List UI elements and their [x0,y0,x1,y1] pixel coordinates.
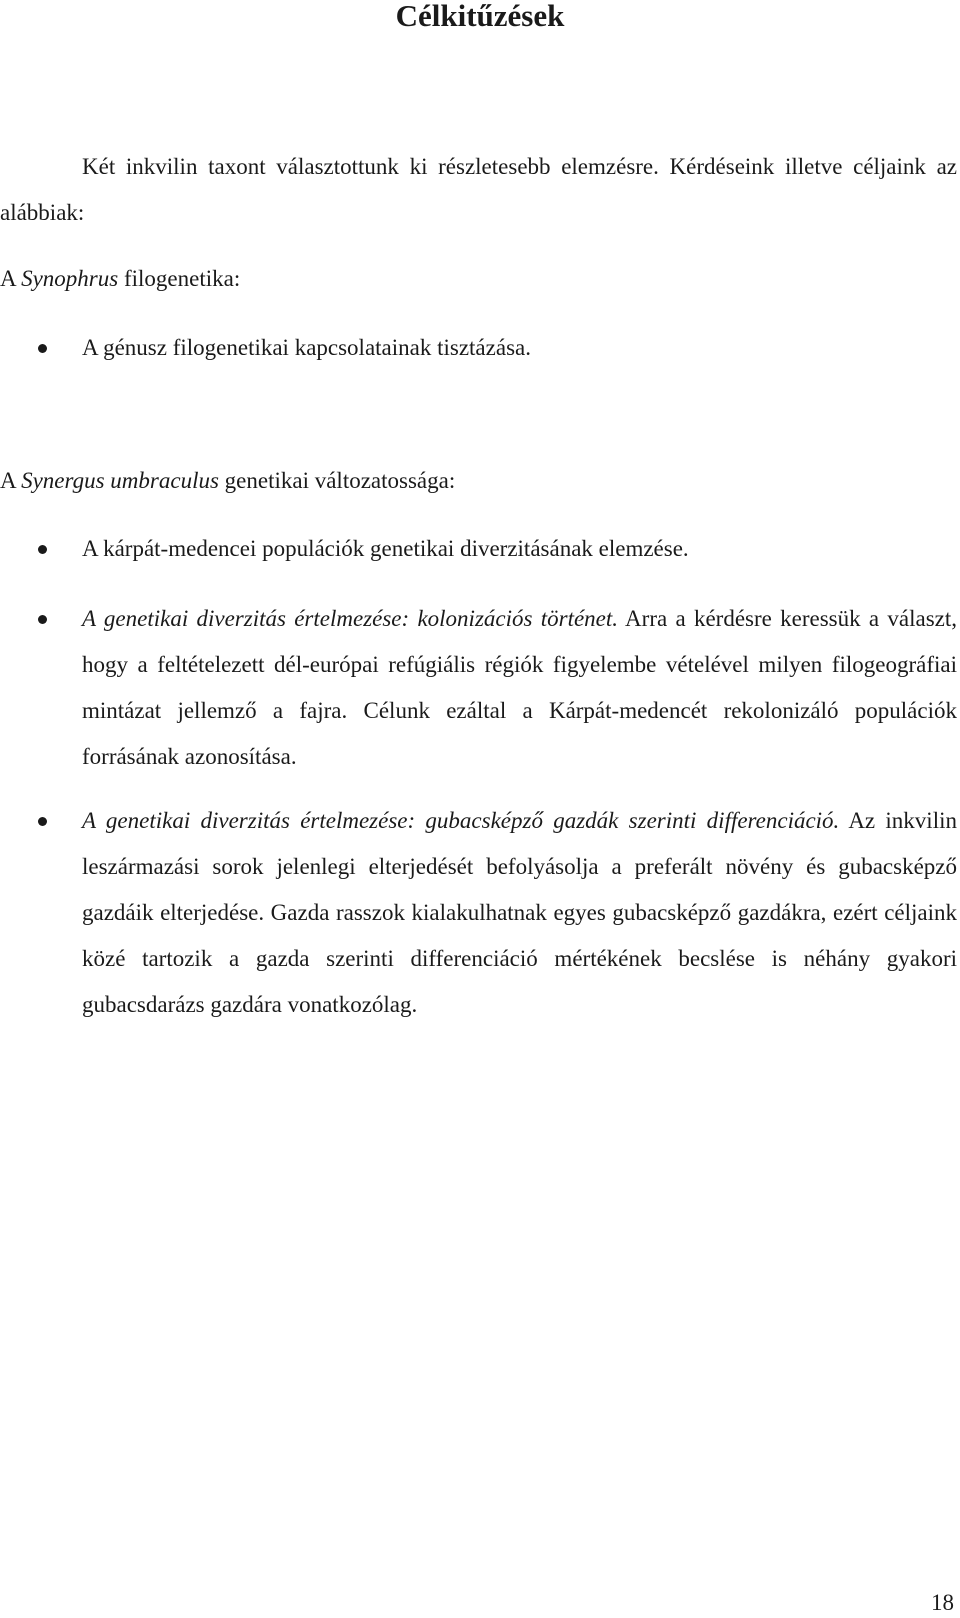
section-heading-synergus [0,458,957,504]
list-item-text [82,798,957,1028]
list-item-emphasis: A genetikai diverzitás értelmezése: gubacsképző gazdák szerinti differenciáció. [82,808,840,833]
list-item [0,798,957,1028]
list-item [0,325,957,371]
bullet-icon [38,545,47,554]
list-item [0,596,957,780]
list-item-emphasis: A genetikai diverzitás értelmezése: kolonizációs történet. [82,606,619,631]
bullet-icon [38,817,47,826]
list-item-text [82,596,957,780]
section-suffix: genetikai változatossága: [218,468,456,493]
bullet-icon [38,615,47,624]
section-heading-synophrus [0,256,957,302]
page-number: 18 [931,1590,954,1615]
taxon-name: Synophrus [21,266,119,291]
section-prefix: A [0,468,22,493]
intro-paragraph: Két inkvilin taxont választottunk ki részletesebb elemzésre. Kérdéseink illetve céljaink az alábbiak: [0,154,957,225]
list-item-body: Az inkvilin leszármazási sorok jelenlegi elterjedését befolyásolja a preferált növény és gubacsképző gazdáik elterjedése. Gazda rasszok kialakulhatnak egyes gubacsképző gazdákra, ezért céljaink közé tartozik a gazda szerinti differenciáció mértékének becslése is néhány gyakori gubacsdarázs gazdára vonatkozólag. [82,808,957,1017]
section-suffix: filogenetika: [118,266,241,291]
list-item-text: A génusz filogenetikai kapcsolatainak tisztázása. [82,335,531,360]
list-item [0,526,957,572]
list-item-text: A kárpát-medencei populációk genetikai diverzitásának elemzése. [82,536,689,561]
taxon-name: Synergus umbraculus [21,468,219,493]
list-item-body: Arra a kérdésre keressük a választ, hogy a feltételezett dél-európai refúgiális régiók figyelembe vételével milyen filogeográfiai mintázat jellemző a fajra. Célunk ezáltal a Kárpát-medencét rekolonizáló populációk forrásának azonosítása. [82,606,958,769]
section-prefix: A [0,266,22,291]
bullet-icon [38,344,47,353]
page-title: Célkitűzések [395,0,565,33]
